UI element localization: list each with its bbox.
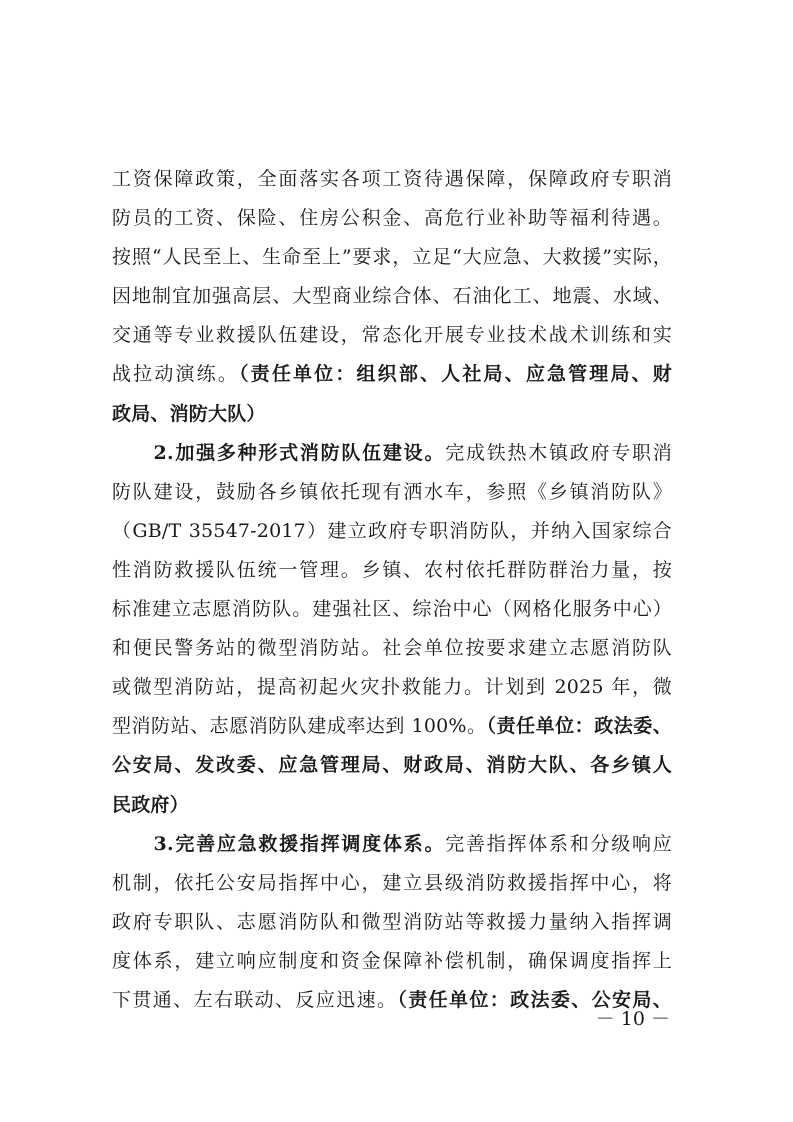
text-line: 下贯通、左右联动、反应迅速。（责任单位：政法委、公安局、 [112,988,672,1011]
text-line: 标准建立志愿消防队。建强社区、综治中心（网格化服务中心） [112,598,672,621]
text-line: 交通等专业救援队伍建设，常态化开展专业技术战术训练和实 [112,324,672,347]
section-heading: 2.加强多种形式消防队伍建设。 [153,441,446,464]
responsibility-note: 政局、消防大队） [112,402,266,425]
body-text [112,160,672,1020]
responsibility-note: （责任单位：政法委、公安局、 [397,988,672,1011]
section-heading-line: 2.加强多种形式消防队伍建设。完成铁热木镇政府专职消 [153,441,672,464]
text-line: 或微型消防站，提高初起火灾扑救能力。计划到 2025 年，微 [112,676,672,699]
text-line: 按照“人民至上、生命至上”要求，立足“大应急、大救援”实际， [112,246,672,269]
text-line: 性消防救援队伍统一管理。乡镇、农村依托群防群治力量，按 [112,558,672,581]
text-line: 战拉动演练。（责任单位：组织部、人社局、应急管理局、财 [112,363,673,386]
text-line [112,786,672,825]
responsibility-note: （责任单位：组织部、人社局、应急管理局、财 [239,363,673,386]
responsibility-note: （责任单位：政法委、 [486,715,672,738]
section-heading-line: 3.完善应急救援指挥调度体系。完善指挥体系和分级响应 [153,832,672,855]
text-line: 因地制宜加强高层、大型商业综合体、石油化工、地震、水域、 [112,285,672,308]
section-heading: 3.完善应急救援指挥调度体系。 [153,832,446,855]
text-line: （GB/T 35547-2017）建立政府专职消防队，并纳入国家综合 [112,519,672,542]
text-line: 型消防站、志愿消防队建成率达到 100%。（责任单位：政法委、 [112,715,672,738]
text-line: 机制，依托公安局指挥中心，建立县级消防救援指挥中心，将 [112,871,672,894]
responsibility-note: 公安局、发改委、应急管理局、财政局、消防大队、各乡镇人 [112,754,672,777]
text-line: 防队建设，鼓励各乡镇依托现有洒水车，参照《乡镇消防队》 [112,480,672,503]
responsibility-note: 民政府） [112,793,189,816]
text-line: 工资保障政策，全面落实各项工资待遇保障，保障政府专职消 [112,168,672,190]
text-line: 和便民警务站的微型消防站。社会单位按要求建立志愿消防队 [112,637,672,660]
text-line [112,746,672,785]
text-line: 度体系，建立响应制度和资金保障补偿机制，确保调度指挥上 [112,949,672,972]
text-line: 政府专职队、志愿消防队和微型消防站等救援力量纳入指挥调 [112,910,672,933]
page-number: － 10 － [595,1008,670,1030]
text-line [112,395,672,434]
text-line: 防员的工资、保险、住房公积金、高危行业补助等福利待遇。 [112,207,672,230]
